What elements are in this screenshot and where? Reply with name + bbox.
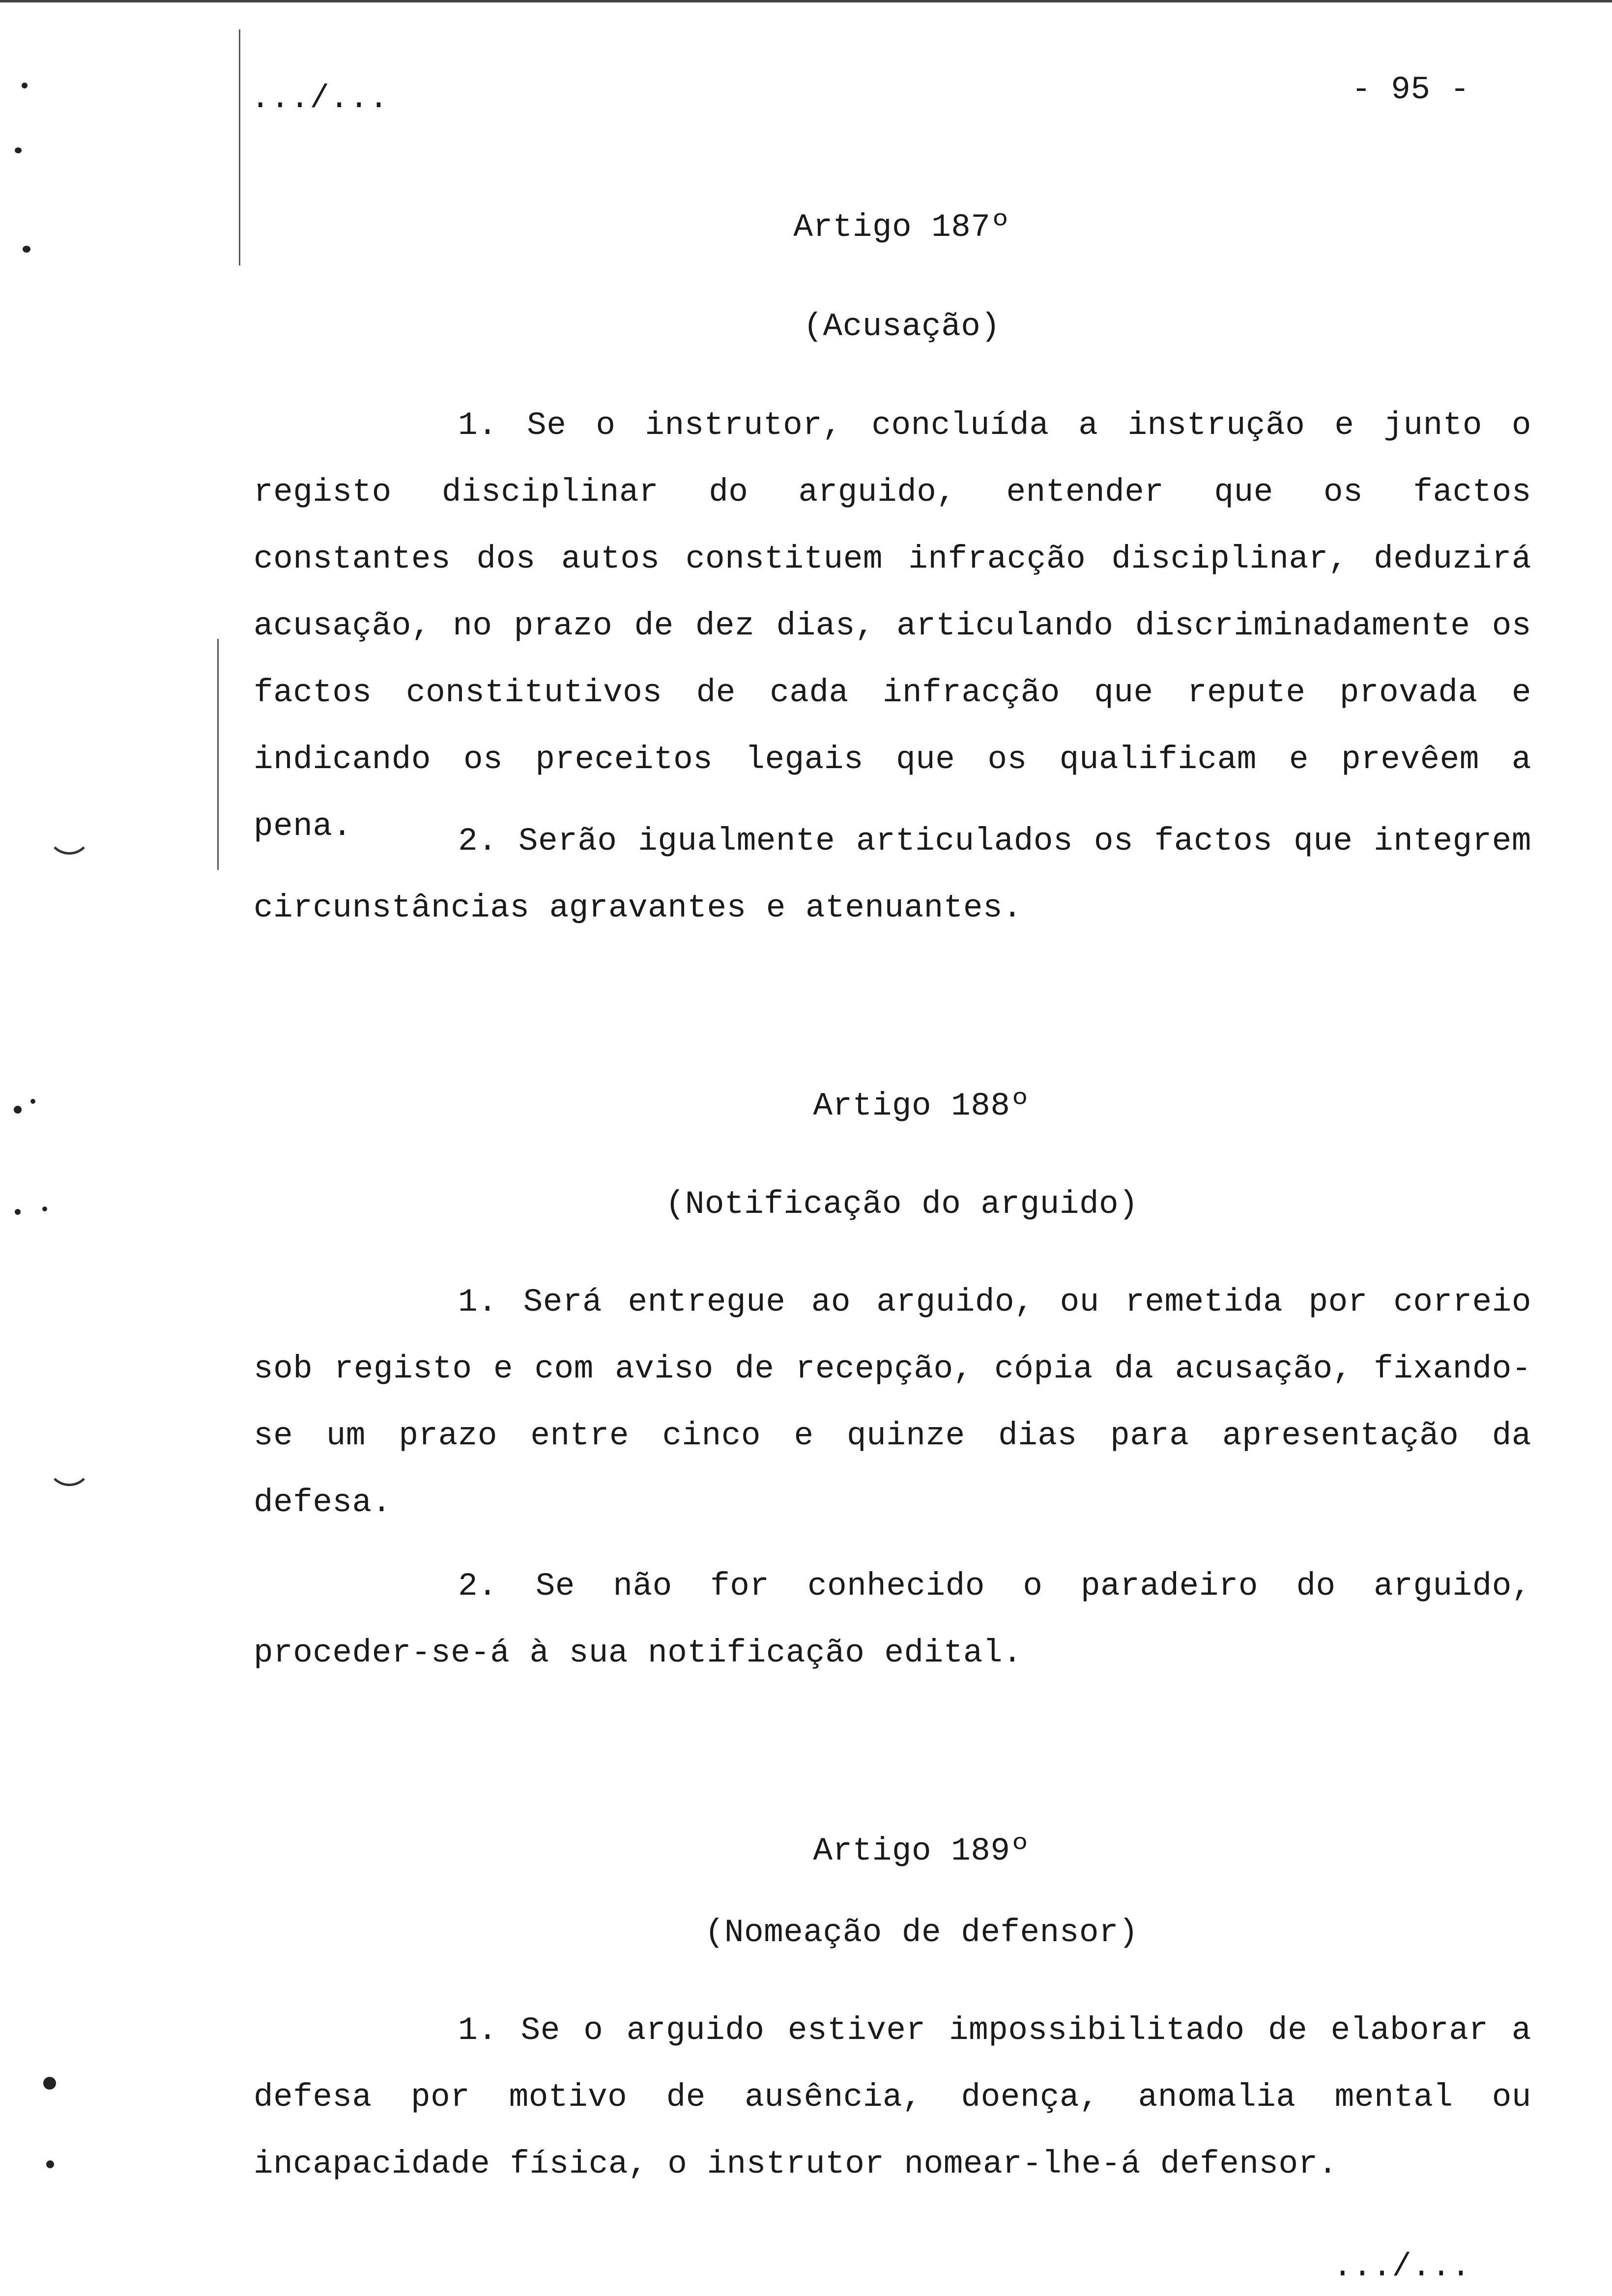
article-187-paragraph-2: 2. Serão igualmente articulados os factos que integrem circunstâncias agravantes e atenuantes. — [254, 823, 1531, 926]
page-number: - 95 - — [1352, 71, 1470, 108]
article-189-heading: Artigo 189º — [813, 1833, 1030, 1869]
article-187-subtitle: (Acusação) — [803, 308, 1001, 345]
punch-arc-mark — [47, 1462, 91, 1486]
article-188-paragraph-1: 1. Será entregue ao arguido, ou remetida por correio sob registo e com aviso de recepção, cópia da acusação, fixando-se um prazo entre cinco e quinze dias para apresentação da defesa. — [254, 1284, 1531, 1521]
article-187-heading: Artigo 187º — [793, 209, 1010, 246]
scan-speck — [46, 2160, 54, 2168]
hole-punch-mark — [43, 2077, 56, 2090]
article-189-subtitle: (Nomeação de defensor) — [704, 1914, 1139, 1951]
article-189-paragraph-1: 1. Se o arguido estiver impossibilitado de elaborar a defesa por motivo de ausência, doença, anomalia mental ou incapacidade física, o instrutor nomear-lhe-á defensor. — [254, 2012, 1531, 2182]
article-188-heading: Artigo 188º — [813, 1088, 1030, 1124]
scan-speck — [15, 147, 22, 153]
punch-arc-mark — [47, 831, 91, 855]
article-187-paragraph-1: 1. Se o instrutor, concluída a instrução e junto o registo disciplinar do arguido, entender que os factos constantes dos autos constituem infracção disciplinar, deduzirá acusação, no prazo de dez dias, articulando discriminadamente os factos constitutivos de cada infracção que repute provada e indicando os preceitos legais que os qualificam e prevêem a pena. — [254, 407, 1531, 845]
top-edge-rule — [0, 0, 1612, 2]
article-188-subtitle: (Notificação do arguido) — [665, 1186, 1139, 1223]
margin-line-middle — [217, 639, 219, 870]
scan-speck — [23, 246, 30, 253]
scan-speck — [22, 83, 28, 88]
article-188-paragraph-2: 2. Se não for conhecido o paradeiro do arguido, proceder-se-á à sua notificação edital. — [254, 1568, 1531, 1671]
continuation-marker-bottom: .../... — [1333, 2248, 1471, 2285]
continuation-marker-top: .../... — [251, 80, 389, 117]
